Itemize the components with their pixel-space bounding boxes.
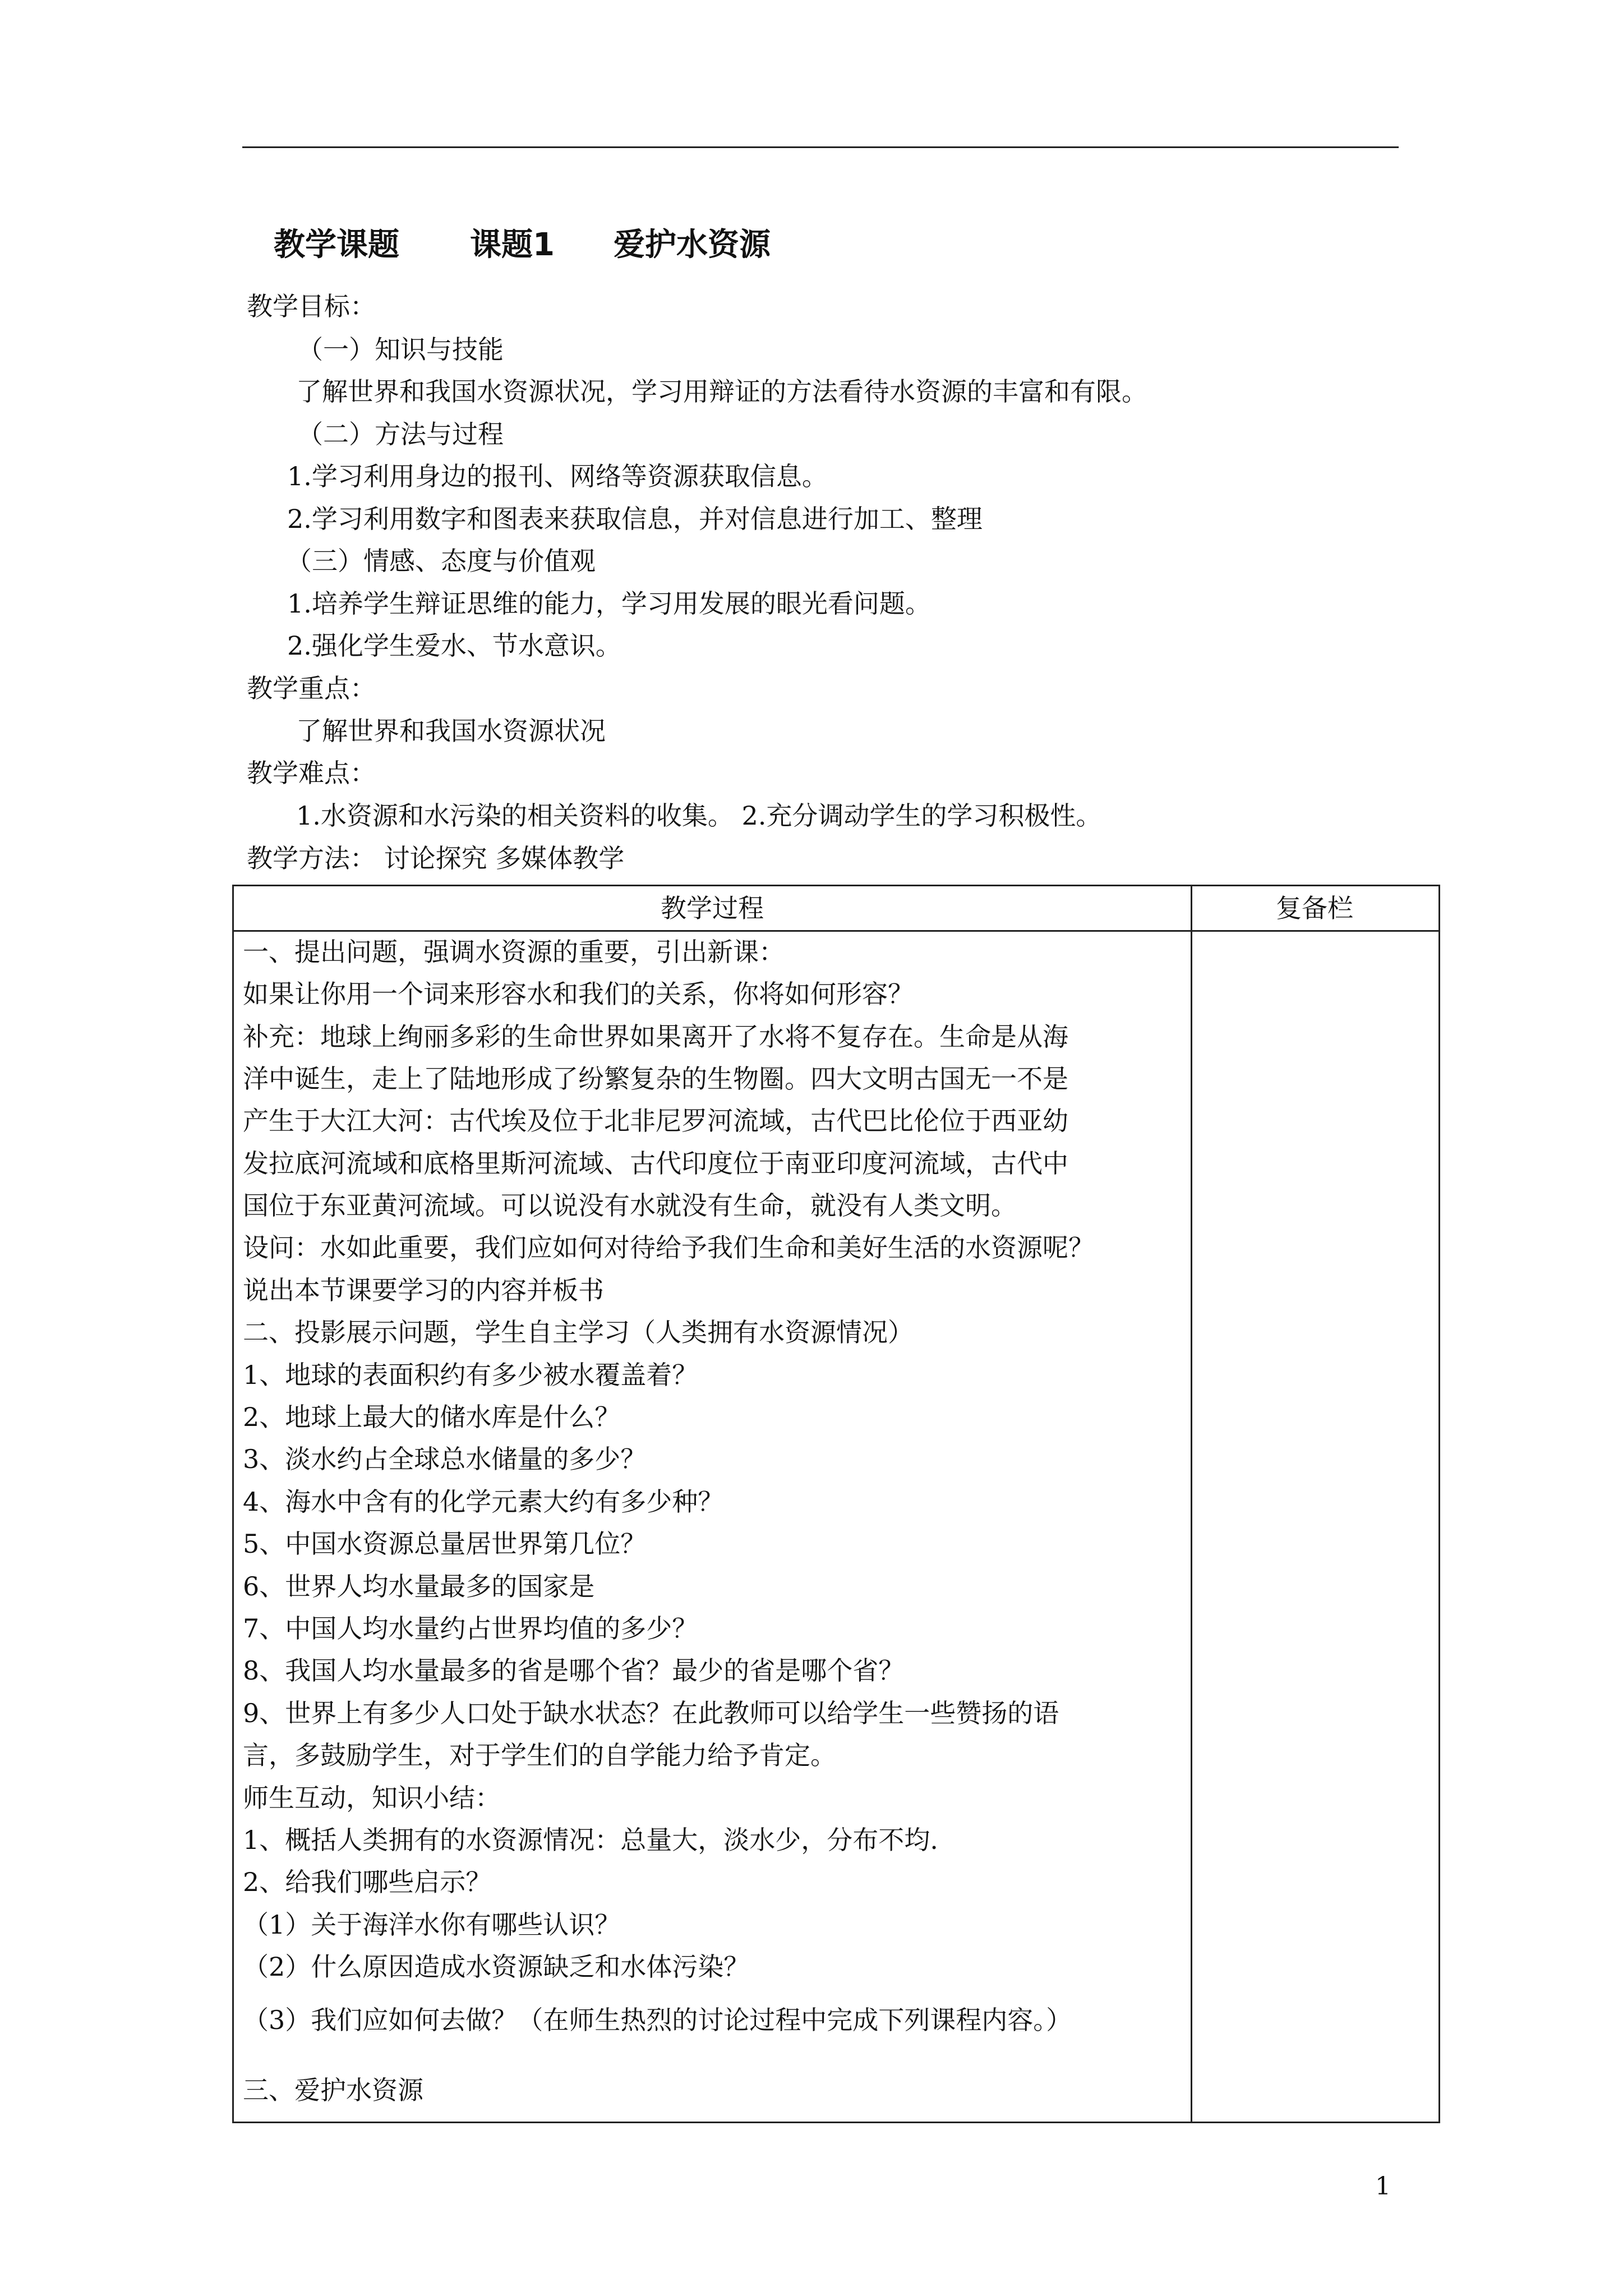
- table-row: 产生于大江大河：古代埃及位于北非尼罗河流域，古代巴比伦位于西亚幼: [243, 1106, 1068, 1136]
- table-row: 如果让你用一个词来形容水和我们的关系，你将如何形容？: [243, 979, 914, 1009]
- key-points-heading: 教学重点：: [247, 673, 376, 703]
- table-row: 6、世界人均水量最多的国家是: [243, 1571, 595, 1602]
- table-row: （3）我们应如何去做？（在师生热烈的讨论过程中完成下列课程内容。）: [243, 2005, 1072, 2035]
- table-row: 发拉底河流域和底格里斯河流域、古代印度位于南亚印度河流域，古代中: [243, 1148, 1068, 1179]
- table-row: 设问：水如此重要，我们应如何对待给予我们生命和美好生活的水资源呢？: [243, 1232, 1094, 1263]
- table-row: 补充：地球上绚丽多彩的生命世界如果离开了水将不复存在。生命是从海: [243, 1022, 1068, 1052]
- table-row: 二、投影展示问题，学生自主学习（人类拥有水资源情况）: [243, 1317, 914, 1347]
- table-row: 5、中国水资源总量居世界第几位？: [243, 1529, 647, 1559]
- objective-line: 2.学习利用数字和图表来获取信息，并对信息进行加工、整理: [287, 504, 983, 534]
- table-row: 言，多鼓励学生，对于学生们的自学能力给予肯定。: [243, 1740, 836, 1770]
- methods-text: 教学方法： 讨论探究 多媒体教学: [247, 843, 625, 873]
- page-number: 1: [1375, 2172, 1391, 2201]
- table-row: 1、概括人类拥有的水资源情况：总量大，淡水少，分布不均.: [243, 1825, 938, 1855]
- table-row: 国位于东亚黄河流域。可以说没有水就没有生命，就没有人类文明。: [243, 1190, 1017, 1221]
- table-header-divider: [234, 930, 1438, 932]
- column-header-process: 教学过程: [661, 893, 764, 923]
- table-row: （1）关于海洋水你有哪些认识？: [243, 1910, 621, 1940]
- objective-line: （三）情感、态度与价值观: [286, 546, 596, 576]
- objective-line: （一）知识与技能: [297, 334, 504, 365]
- difficulties-text: 1.水资源和水污染的相关资料的收集。 2.充分调动学生的学习积极性。: [296, 800, 1102, 831]
- objective-line: 1.学习利用身边的报刊、网络等资源获取信息。: [287, 461, 828, 491]
- lesson-title: 爱护水资源: [614, 227, 771, 263]
- difficulties-heading: 教学难点：: [247, 758, 376, 788]
- table-row: 师生互动，知识小结：: [243, 1783, 501, 1813]
- table-row: 9、世界上有多少人口处于缺水状态？在此教师可以给学生一些赞扬的语: [243, 1698, 1059, 1728]
- table-row: 4、海水中含有的化学元素大约有多少种？: [243, 1487, 724, 1517]
- table-row: 8、我国人均水量最多的省是哪个省？最少的省是哪个省？: [243, 1655, 905, 1686]
- table-row: 2、地球上最大的储水库是什么？: [243, 1402, 621, 1432]
- key-points-text: 了解世界和我国水资源状况: [296, 716, 606, 746]
- objective-line: 1.培养学生辩证思维的能力，学习用发展的眼光看问题。: [287, 588, 931, 619]
- objective-line: 2.强化学生爱水、节水意识。: [287, 631, 621, 661]
- lesson-label: 教学课题: [274, 227, 399, 263]
- table-row: 2、给我们哪些启示？: [243, 1867, 492, 1897]
- objective-line: 了解世界和我国水资源状况，学习用辩证的方法看待水资源的丰富和有限。: [296, 376, 1147, 407]
- objectives-heading: 教学目标：: [247, 291, 376, 321]
- objective-line: （二）方法与过程: [297, 419, 504, 449]
- column-header-notes: 复备栏: [1276, 893, 1353, 923]
- table-row: （2）什么原因造成水资源缺乏和水体污染？: [243, 1952, 750, 1982]
- lesson-process-table: [232, 885, 1440, 2123]
- table-row: 7、中国人均水量约占世界均值的多少？: [243, 1613, 698, 1644]
- header-rule: [242, 146, 1399, 148]
- table-column-divider: [1191, 886, 1192, 2122]
- table-row: 一、提出问题，强调水资源的重要，引出新课：: [243, 937, 785, 967]
- lesson-number: 课题1: [470, 227, 555, 263]
- table-row: 洋中诞生，走上了陆地形成了纷繁复杂的生物圈。四大文明古国无一不是: [243, 1064, 1068, 1094]
- table-row: 三、爱护水资源: [243, 2075, 423, 2105]
- table-row: 说出本节课要学习的内容并板书: [243, 1275, 604, 1305]
- table-row: 3、淡水约占全球总水储量的多少？: [243, 1444, 647, 1474]
- table-row: 1、地球的表面积约有多少被水覆盖着？: [243, 1360, 698, 1390]
